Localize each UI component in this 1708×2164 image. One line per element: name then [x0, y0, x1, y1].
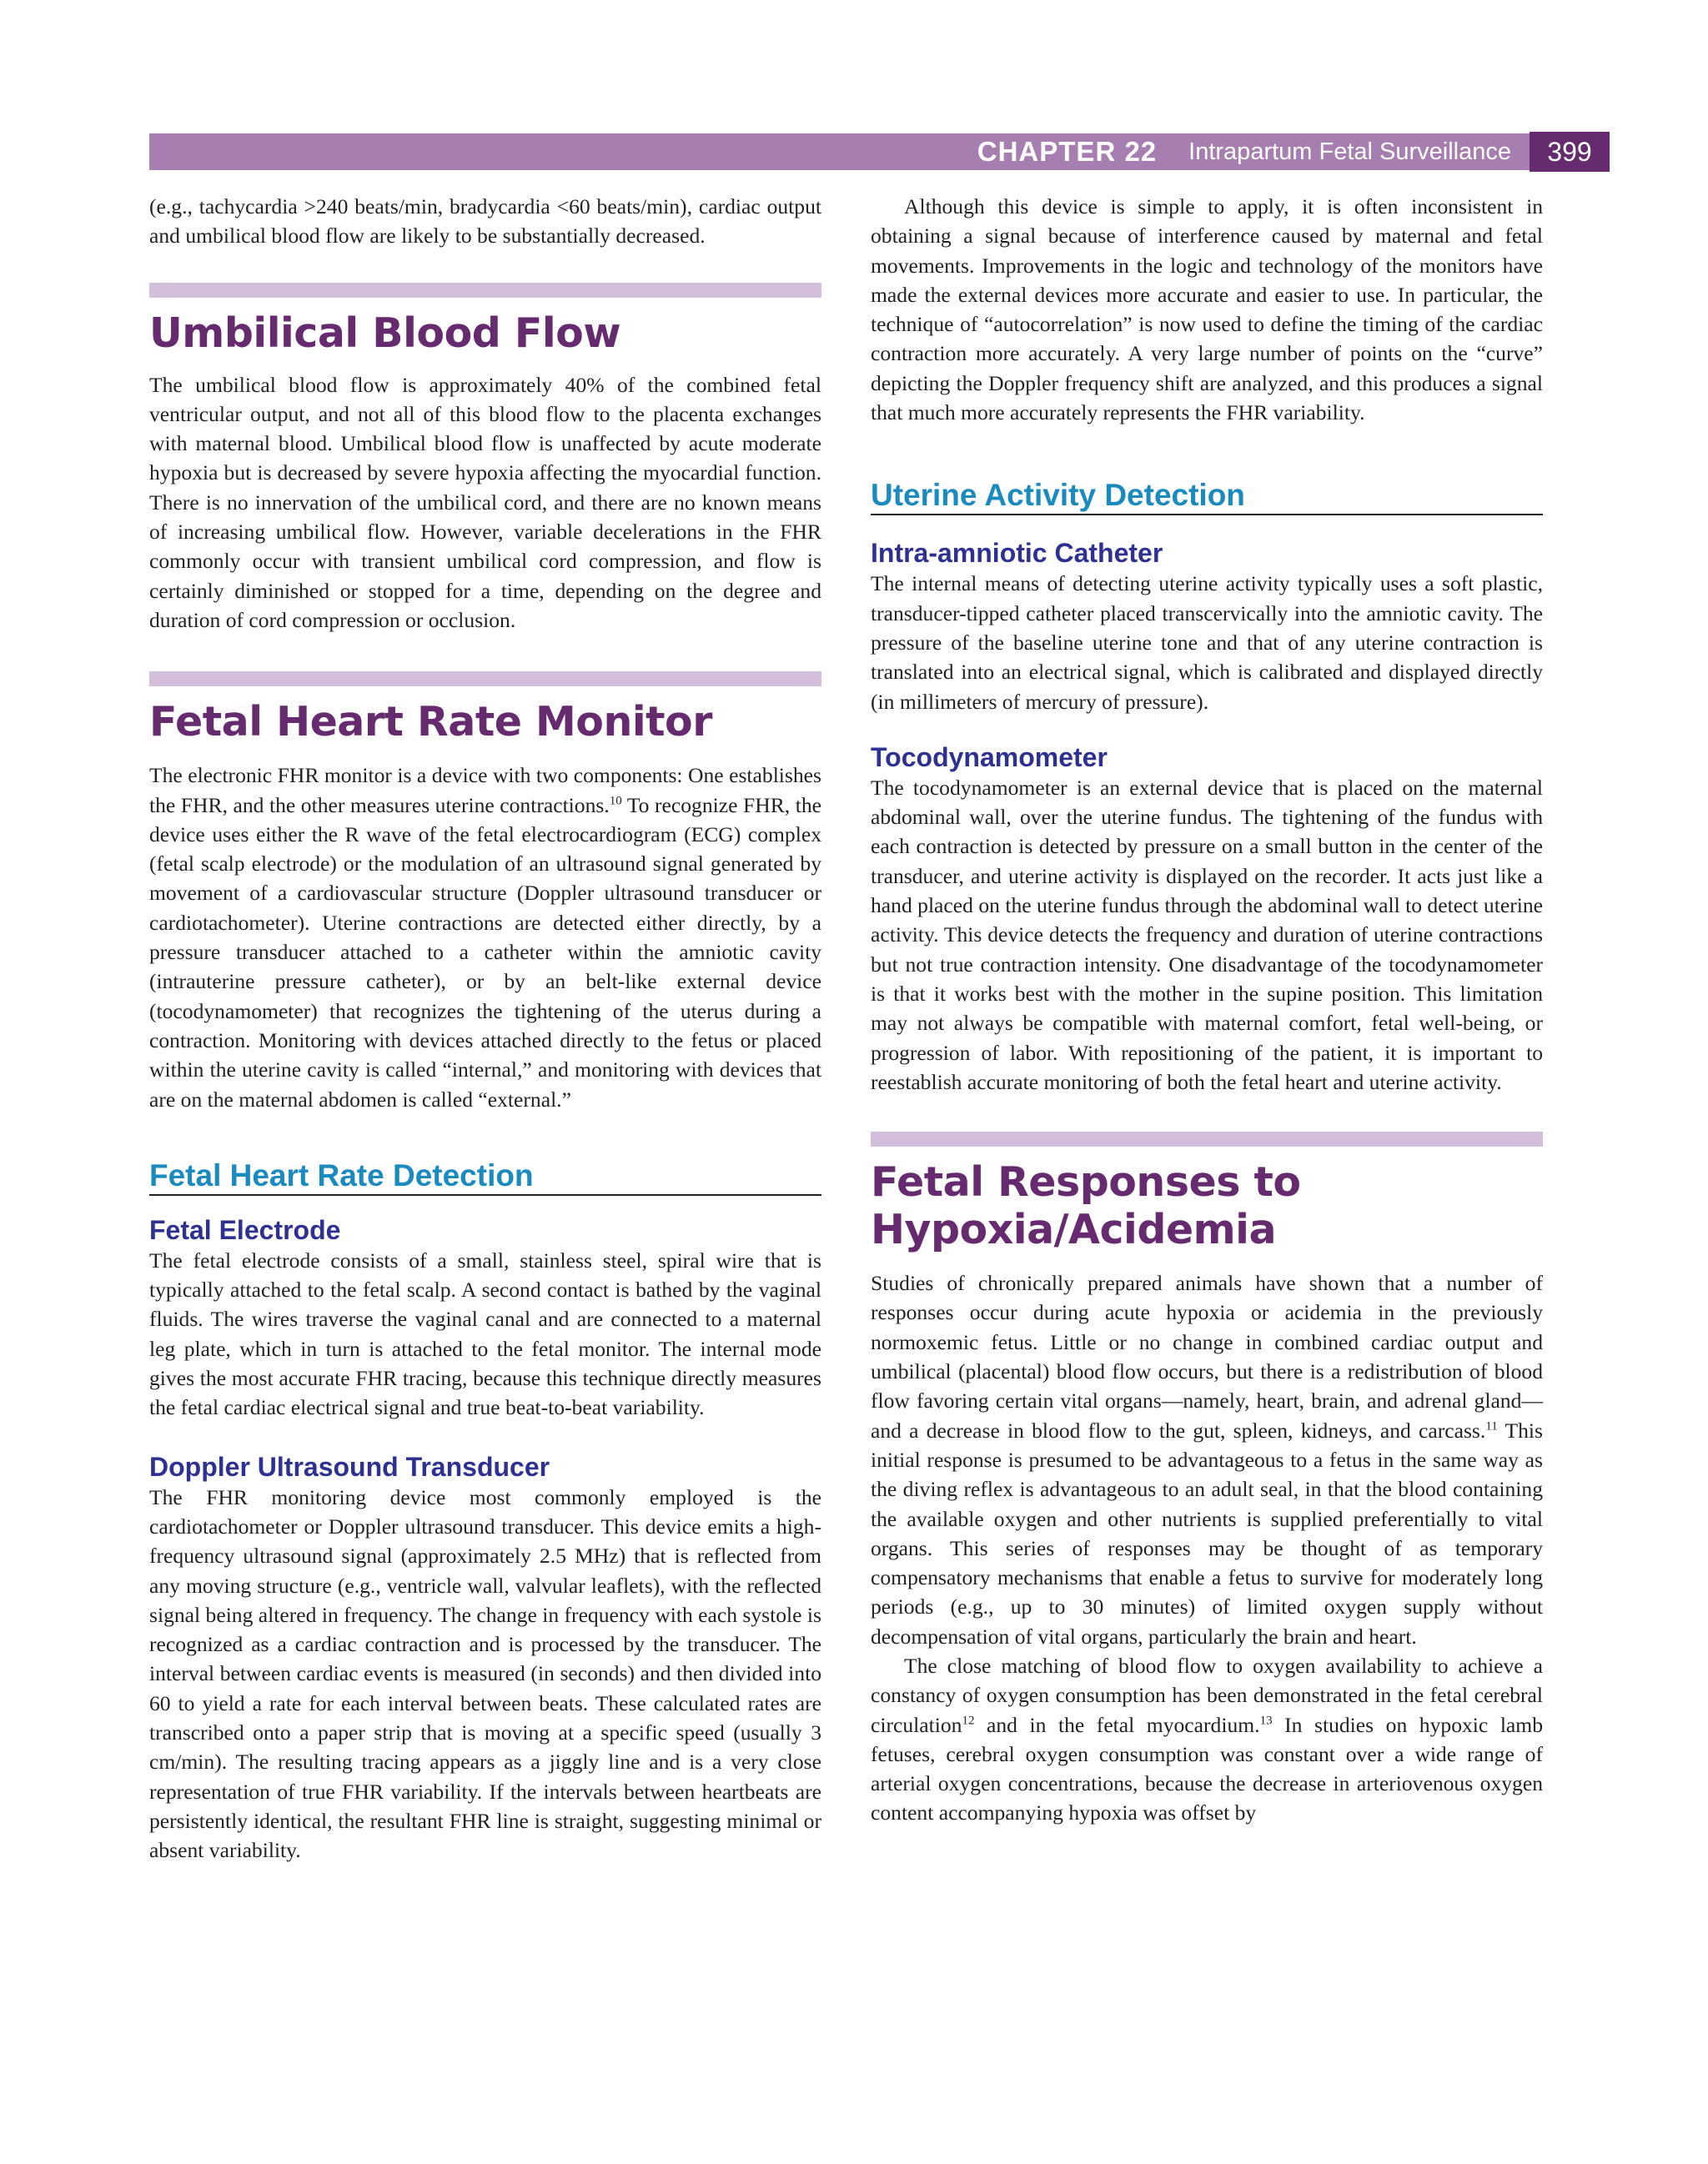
subheading-tocodynamometer: Tocodynamometer — [871, 741, 1108, 772]
chapter-title: Intrapartum Fetal Surveillance — [1188, 138, 1511, 165]
fetal-electrode-paragraph: The fetal electrode consists of a small, stainless steel, spiral wire that is typically attached to the fetal scalp. A second contact is bathed by the vaginal fluids. The wires traverse the vaginal canal and are connected to a maternal leg plate, which in turn is attached to the fetal monitor. The internal mode gives the most accurate FHR tracing, because this technique directly measures the fetal cardiac electrical signal and true beat-to-beat variability. — [149, 1248, 821, 1420]
subsection-heading-uterine: Uterine Activity Detection — [871, 477, 1543, 515]
chapter-label: CHAPTER 22 — [977, 136, 1158, 167]
citation-ref: 13 — [1259, 1714, 1273, 1728]
section-heading-fhr-monitor: Fetal Heart Rate Monitor — [149, 698, 712, 746]
running-header — [977, 132, 1610, 172]
doppler-paragraph: The FHR monitoring device most commonly employed is the cardiotachometer or Doppler ultrasound transducer. This device emits a high-frequency ultrasound signal (approximately 2.5 MHz) that is reflected from any moving structure (e.g., ventricle wall, valvular leaflets), with the reflected signal being altered in frequency. The change in frequency with each systole is recognized as a cardiac contraction and is processed by the transducer. The interval between cardiac events is measured (in seconds) and then divided into 60 to yield a rate for each interval between beats. These calculated rates are transcribed onto a paper strip that is moving at a specific speed (usually 3 cm/min). The resulting tracing appears as a jiggly line and is a very close representation of true FHR variability. If the intervals between heartbeats are persistently identical, the resultant FHR line is straight, suggesting minimal or absent variability. — [149, 1484, 821, 1863]
citation-ref: 10 — [609, 794, 622, 808]
autocorrelation-paragraph: Although this device is simple to apply, it is often inconsistent in obtaining a signal because of interference caused by maternal and fetal movements. Improvements in the logic and technology of the monitors have made the external devices more accurate and easier to use. In particular, the technique of “autocorrelation” is now used to define the timing of the cardiac contraction more accurately. A very large number of points on the “curve” depicting the Doppler frequency shift are analyzed, and this produces a signal that much more accurately represents the FHR variability. — [871, 194, 1543, 425]
section-divider — [149, 283, 821, 298]
subsection-heading-fhr-detection: Fetal Heart Rate Detection — [149, 1157, 821, 1196]
section-heading-responses: Fetal Responses to Hypoxia/Acidemia — [871, 1158, 1301, 1254]
citation-ref: 11 — [1485, 1419, 1498, 1433]
section-divider — [871, 1132, 1543, 1147]
subheading-doppler: Doppler Ultrasound Transducer — [149, 1451, 550, 1482]
section-divider — [149, 671, 821, 686]
responses-paragraph-1: Studies of chronically prepared animals have shown that a number of responses occur during acute hypoxia or acidemia in the previously normoxemic fetus. Little or no change in combined cardiac output and umbilical (placental) blood flow occurs, but there is a redistribution of blood flow favoring certain vital organs—namely, heart, brain, and adrenal gland—and a decrease in blood flow to the gut, spleen, kidneys, and carcass.$^{11}$ This initial response is presumed to be advantageous to a fetus in the same way as the diving reflex is advantageous to an adult seal, in that the blood containing the available oxygen and other nutrients is supplied preferentially to vital organs. This series of responses may be thought of as temporary compensatory mechanisms that enable a fetus to survive for moderately long periods (e.g., up to 30 minutes) of limited oxygen supply without decompensation of vital organs, particularly the brain and heart. — [871, 1271, 1543, 1649]
page-number: 399 — [1530, 132, 1610, 172]
fhr-monitor-paragraph: The electronic FHR monitor is a device with two components: One establishes the FHR, and the other measures uterine contractions.$^{10}$ To recognize FHR, the device uses either the R wave of the fetal electrocardiogram (ECG) complex (fetal scalp electrode) or the modulation of an ultrasound signal generated by movement of a cardiovascular structure (Doppler ultrasound transducer or cardiotachometer). Uterine contractions are detected either directly, by a pressure transducer attached to a catheter within the amniotic cavity (intrauterine pressure catheter), or by an belt-like external device (tocodynamometer) that recognizes the tightening of the uterus during a contraction. Monitoring with devices attached directly to the fetus or placed within the uterine cavity is called “internal,” and monitoring with devices that are on the maternal abdomen is called “external.” — [149, 763, 821, 1112]
umbilical-paragraph: The umbilical blood flow is approximately 40% of the combined fetal ventricular output, and not all of this blood flow to the placenta exchanges with maternal blood. Umbilical blood flow is unaffected by acute moderate hypoxia but is decreased by severe hypoxia affecting the myocardial function. There is no innervation of the umbilical cord, and there are no known means of increasing umbilical flow. However, variable decelerations in the FHR commonly occur with transient umbilical cord compression, and flow is certainly diminished or stopped for a time, depending on the degree and duration of cord compression or occlusion. — [149, 372, 821, 632]
responses-paragraph-2: The close matching of blood flow to oxygen availability to achieve a constancy of oxygen consumption has been demonstrated in the fetal cerebral circulation$^{12}$ and in the fetal myocardium.$^{13}$ In studies on hypoxic lamb fetuses, cerebral oxygen consumption was constant over a wide range of arterial oxygen concentrations, because the decrease in arteriovenous oxygen content accompanying hypoxia was offset by — [871, 1653, 1543, 1825]
left-column — [149, 192, 821, 1865]
section-heading-umbilical: Umbilical Blood Flow — [149, 309, 621, 357]
subheading-catheter: Intra-amniotic Catheter — [871, 538, 1163, 569]
continued-paragraph: (e.g., tachycardia >240 beats/min, bradycardia <60 beats/min), cardiac output and umbilical blood flow are likely to be substantially decreased. — [149, 194, 821, 249]
subheading-fetal-electrode: Fetal Electrode — [149, 1214, 341, 1245]
right-column — [871, 192, 1543, 1828]
tocodynamometer-paragraph: The tocodynamometer is an external device that is placed on the maternal abdominal wall, over the uterine fundus. The tightening of the fundus with each contraction is detected by pressure on a small button in the center of the transducer, and uterine activity is displayed on the recorder. It acts just like a hand placed on the uterine fundus through the abdominal wall to detect uterine activity. This device detects the frequency and duration of uterine contractions but not true contraction intensity. One disadvantage of the tocodynamometer is that it works best with the mother in the supine position. This limitation may not always be compatible with maternal comfort, fetal well-being, or progression of labor. With repositioning of the patient, it is important to reestablish accurate monitoring of both the fetal heart and uterine activity. — [871, 775, 1543, 1094]
catheter-paragraph: The internal means of detecting uterine activity typically uses a soft plastic, transducer-tipped catheter placed transcervically into the amniotic cavity. The pressure of the baseline uterine tone and that of any uterine contraction is translated into an electrical signal, which is calibrated and displayed directly (in millimeters of mercury of pressure). — [871, 571, 1543, 714]
citation-ref: 12 — [962, 1714, 975, 1728]
